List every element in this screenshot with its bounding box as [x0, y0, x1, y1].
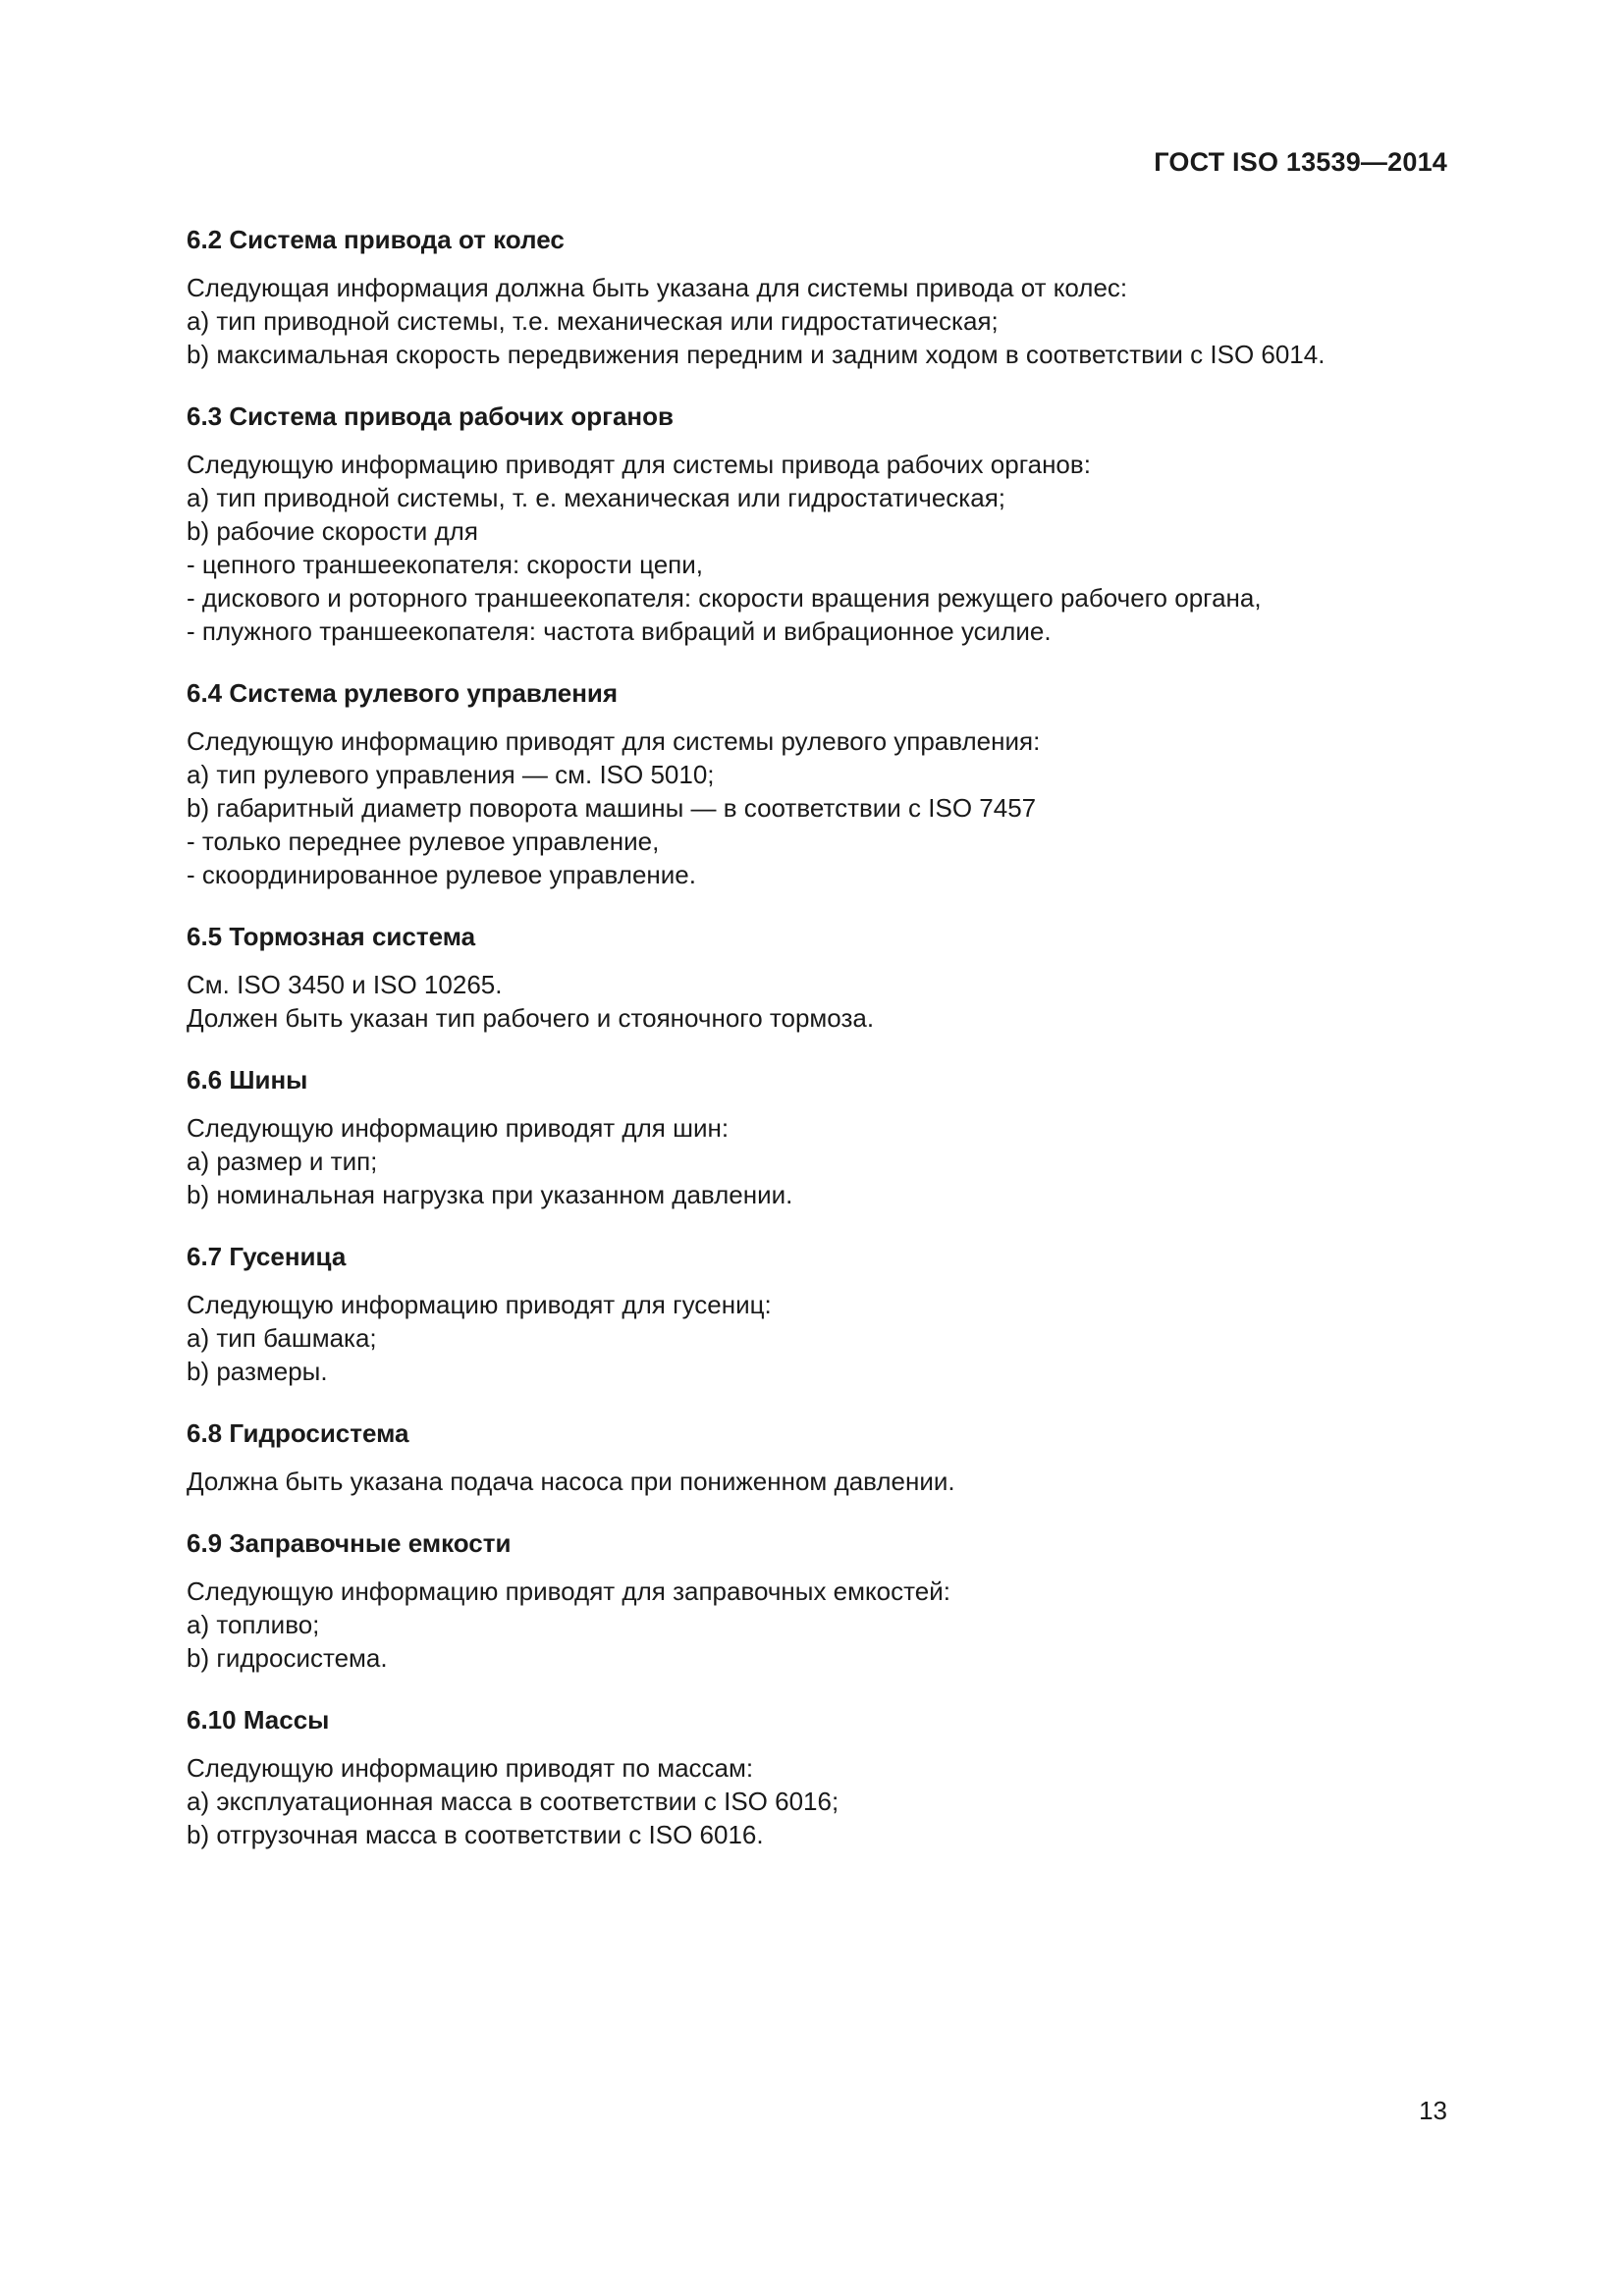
body-line: b) гидросистема.	[187, 1643, 388, 1673]
body-line: a) тип приводной системы, т. е. механическая или гидростатическая;	[187, 483, 1005, 512]
section-body	[187, 1111, 1453, 1211]
section-heading: 6.3 Система привода рабочих органов	[187, 401, 674, 431]
body-line: Следующую информацию приводят для гусениц:	[187, 1290, 772, 1319]
page-number: 13	[1419, 2096, 1447, 2125]
section-body	[187, 1575, 1453, 1675]
body-line: Следующую информацию приводят для шин:	[187, 1113, 730, 1143]
body-line: Следующую информацию приводят для системы рулевого управления:	[187, 726, 1041, 756]
section-body	[187, 271, 1453, 371]
body-line: Следующая информация должна быть указана для системы привода от колес:	[187, 273, 1128, 302]
section-heading: 6.9 Заправочные емкости	[187, 1528, 512, 1558]
body-line: b) габаритный диаметр поворота машины — в соответствии с ISO 7457	[187, 793, 1037, 823]
body-line: b) рабочие скорости для	[187, 516, 478, 546]
section-heading: 6.7 Гусеница	[187, 1242, 347, 1271]
section	[187, 919, 1453, 1035]
document-code: ГОСТ ISO 13539—2014	[1154, 147, 1447, 177]
section	[187, 1062, 1453, 1211]
section	[187, 675, 1453, 891]
body-line: - плужного траншеекопателя: частота вибраций и вибрационное усилие.	[187, 616, 1052, 646]
body-line: a) эксплуатационная масса в соответствии с ISO 6016;	[187, 1787, 839, 1816]
section-heading: 6.10 Массы	[187, 1705, 330, 1735]
section-body	[187, 724, 1453, 891]
section-body	[187, 1751, 1453, 1851]
document-body	[187, 222, 1453, 1879]
section	[187, 1702, 1453, 1851]
section-heading: 6.6 Шины	[187, 1065, 308, 1095]
body-line: - только переднее рулевое управление,	[187, 827, 660, 856]
body-line: - дискового и роторного траншеекопателя: скорости вращения режущего рабочего органа,	[187, 583, 1262, 613]
body-line: См. ISO 3450 и ISO 10265.	[187, 970, 503, 999]
body-line: a) размер и тип;	[187, 1147, 378, 1176]
body-line: a) топливо;	[187, 1610, 320, 1639]
body-line: a) тип башмака;	[187, 1323, 377, 1353]
body-line: Следующую информацию приводят для заправочных емкостей:	[187, 1576, 950, 1606]
body-line: - цепного траншеекопателя: скорости цепи,	[187, 550, 703, 579]
section-heading: 6.4 Система рулевого управления	[187, 678, 619, 708]
body-line: b) размеры.	[187, 1357, 328, 1386]
body-line: Должна быть указана подача насоса при пониженном давлении.	[187, 1467, 955, 1496]
section-body	[187, 1465, 1453, 1498]
body-line: b) максимальная скорость передвижения передним и задним ходом в соответствии с ISO 6014.	[187, 340, 1326, 369]
section-heading: 6.2 Система привода от колес	[187, 225, 565, 254]
body-line: a) тип приводной системы, т.е. механическая или гидростатическая;	[187, 306, 999, 336]
body-line: Должен быть указан тип рабочего и стояночного тормоза.	[187, 1003, 875, 1033]
body-line: b) номинальная нагрузка при указанном давлении.	[187, 1180, 793, 1209]
section-heading: 6.8 Гидросистема	[187, 1418, 409, 1448]
section-body	[187, 448, 1453, 648]
section	[187, 222, 1453, 371]
body-line: a) тип рулевого управления — см. ISO 5010;	[187, 760, 715, 789]
body-line: b) отгрузочная масса в соответствии с ISO 6016.	[187, 1820, 764, 1849]
section-heading: 6.5 Тормозная система	[187, 922, 476, 951]
body-line: Следующую информацию приводят по массам:	[187, 1753, 754, 1783]
section	[187, 1525, 1453, 1675]
section-body	[187, 1288, 1453, 1388]
section	[187, 1415, 1453, 1498]
section	[187, 1239, 1453, 1388]
section-body	[187, 968, 1453, 1035]
section	[187, 399, 1453, 648]
body-line: Следующую информацию приводят для системы привода рабочих органов:	[187, 450, 1091, 479]
body-line: - скоординированное рулевое управление.	[187, 860, 696, 889]
